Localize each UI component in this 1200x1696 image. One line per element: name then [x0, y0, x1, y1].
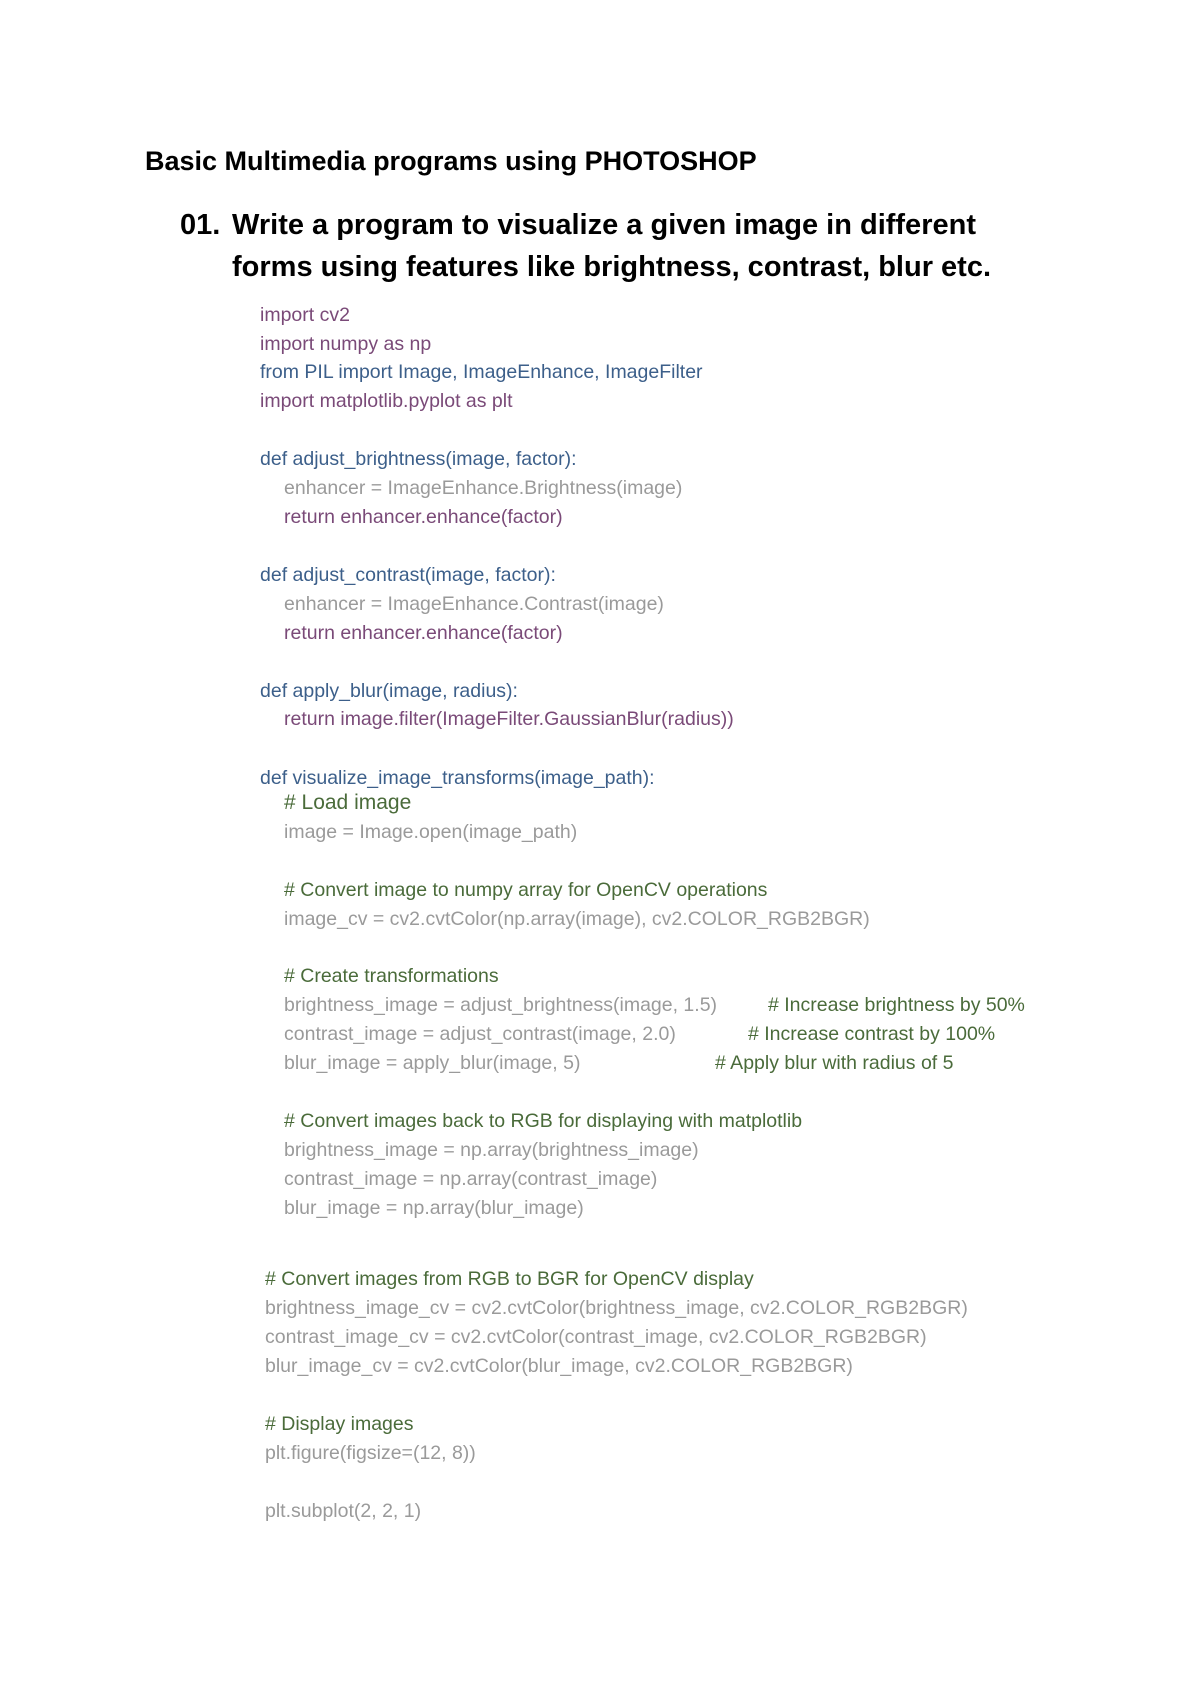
- code-line: image = Image.open(image_path): [284, 821, 578, 843]
- code-comment: # Apply blur with radius of 5: [715, 1052, 954, 1074]
- code-line: blur_image_cv = cv2.cvtColor(blur_image, cv2.COLOR_RGB2BGR): [265, 1355, 853, 1377]
- code-line: blur_image = np.array(blur_image): [284, 1197, 584, 1219]
- question-number: 01.: [180, 209, 221, 241]
- code-comment: # Increase brightness by 50%: [768, 994, 1025, 1016]
- code-line: blur_image = apply_blur(image, 5): [284, 1052, 581, 1074]
- code-line: contrast_image = adjust_contrast(image, 2.0): [284, 1023, 676, 1045]
- code-line: brightness_image = adjust_brightness(image, 1.5): [284, 994, 718, 1016]
- code-line: return image.filter(ImageFilter.GaussianBlur(radius)): [284, 708, 734, 730]
- code-line: enhancer = ImageEnhance.Brightness(image): [284, 477, 683, 499]
- code-line: def adjust_contrast(image, factor):: [260, 564, 556, 586]
- code-line: def apply_blur(image, radius):: [260, 680, 518, 702]
- code-comment: # Display images: [265, 1413, 414, 1435]
- code-line: import numpy as np: [260, 333, 432, 355]
- code-comment: # Create transformations: [284, 965, 499, 987]
- code-line: image_cv = cv2.cvtColor(np.array(image), cv2.COLOR_RGB2BGR): [284, 908, 870, 930]
- code-line: plt.figure(figsize=(12, 8)): [265, 1442, 476, 1464]
- code-comment: # Increase contrast by 100%: [748, 1023, 996, 1045]
- code-comment: # Convert images from RGB to BGR for OpenCV display: [265, 1268, 754, 1290]
- code-comment: # Load image: [284, 791, 412, 814]
- code-comment: # Convert images back to RGB for displaying with matplotlib: [284, 1110, 803, 1132]
- code-line: return enhancer.enhance(factor): [284, 622, 563, 644]
- code-line: brightness_image_cv = cv2.cvtColor(brightness_image, cv2.COLOR_RGB2BGR): [265, 1297, 968, 1319]
- code-line: brightness_image = np.array(brightness_image): [284, 1139, 699, 1161]
- code-line: enhancer = ImageEnhance.Contrast(image): [284, 593, 664, 615]
- code-comment: # Convert image to numpy array for OpenCV operations: [284, 879, 768, 901]
- code-line: def adjust_brightness(image, factor):: [260, 448, 577, 470]
- code-line: return enhancer.enhance(factor): [284, 506, 563, 528]
- code-line: contrast_image = np.array(contrast_image): [284, 1168, 658, 1190]
- code-line: contrast_image_cv = cv2.cvtColor(contrast_image, cv2.COLOR_RGB2BGR): [265, 1326, 927, 1348]
- code-line: import matplotlib.pyplot as plt: [260, 390, 513, 412]
- code-line: from PIL import Image, ImageEnhance, ImageFilter: [260, 361, 703, 383]
- question-line-1: [180, 204, 991, 246]
- question-text-line-1: Write a program to visualize a given image in different: [232, 209, 976, 241]
- page-heading: Basic Multimedia programs using PHOTOSHOP: [145, 146, 757, 176]
- question-01: [180, 204, 991, 288]
- code-line: def visualize_image_transforms(image_path):: [260, 767, 655, 789]
- code-line: import cv2: [260, 304, 350, 326]
- question-text-line-2: forms using features like brightness, contrast, blur etc.: [232, 251, 992, 283]
- code-line: plt.subplot(2, 2, 1): [265, 1500, 422, 1522]
